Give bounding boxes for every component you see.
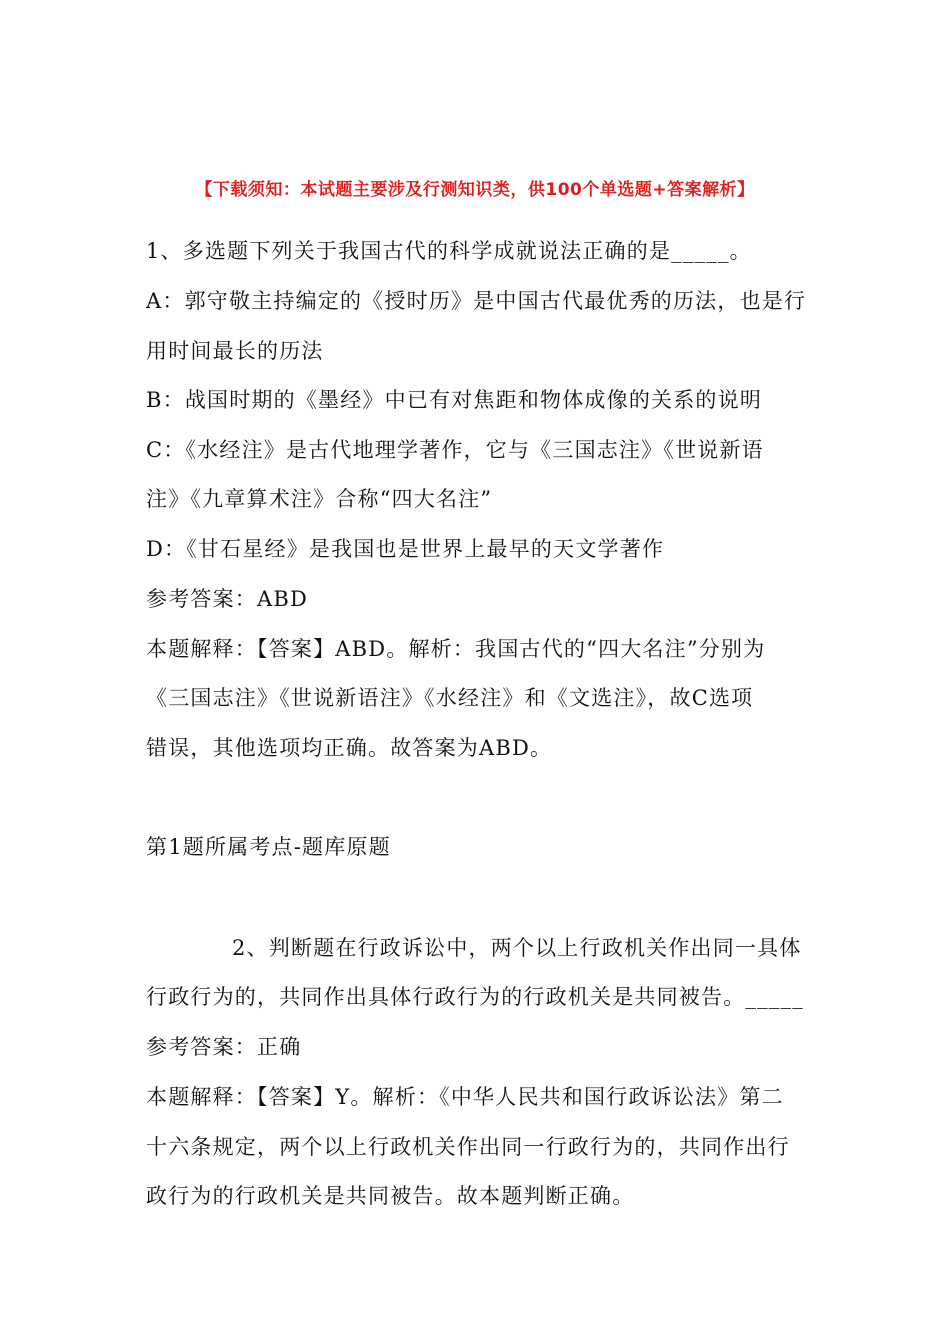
question-2-explanation-cont: 政行为的行政机关是共同被告。故本题判断正确。 — [146, 1184, 635, 1208]
question-2-stem: 2、判断题在行政诉讼中，两个以上行政机关作出同一具体 — [232, 936, 802, 960]
question-1-explanation-cont: 错误，其他选项均正确。故答案为ABD。 — [146, 736, 553, 760]
question-2-explanation-cont: 十六条规定，两个以上行政机关作出同一行政行为的，共同作出行 — [146, 1135, 790, 1159]
question-1-explanation-cont: 《三国志注》《世说新语注》《水经注》和《文选注》，故C选项 — [146, 686, 754, 710]
question-1-option-a: A：郭守敬主持编定的《授时历》是中国古代最优秀的历法，也是行 — [146, 289, 807, 313]
question-2-stem-cont: 行政行为的，共同作出具体行政行为的行政机关是共同被告。_____ — [146, 985, 804, 1009]
question-1-topic: 第1题所属考点-题库原题 — [146, 835, 391, 859]
question-1-option-c: C：《水经注》是古代地理学著作，它与《三国志注》《世说新语 — [146, 438, 764, 462]
question-1-explanation: 本题解释：【答案】ABD。解析：我国古代的“四大名注”分别为 — [146, 637, 766, 661]
download-notice: 【下载须知：本试题主要涉及行测知识类，供100个单选题+答案解析】 — [195, 180, 755, 200]
question-1-option-c-cont: 注》《九章算术注》合称“四大名注” — [146, 487, 493, 511]
question-1-option-a-cont: 用时间最长的历法 — [146, 339, 324, 363]
question-1-option-b: B：战国时期的《墨经》中已有对焦距和物体成像的关系的说明 — [146, 388, 763, 412]
question-1-answer: 参考答案：ABD — [146, 587, 309, 611]
question-1-stem: 1、多选题下列关于我国古代的科学成就说法正确的是_____。 — [146, 239, 752, 263]
question-2-explanation: 本题解释：【答案】Y。解析：《中华人民共和国行政诉讼法》第二 — [146, 1085, 784, 1109]
question-2-answer: 参考答案：正确 — [146, 1035, 302, 1059]
question-1-option-d: D：《甘石星经》是我国也是世界上最早的天文学著作 — [146, 537, 665, 561]
